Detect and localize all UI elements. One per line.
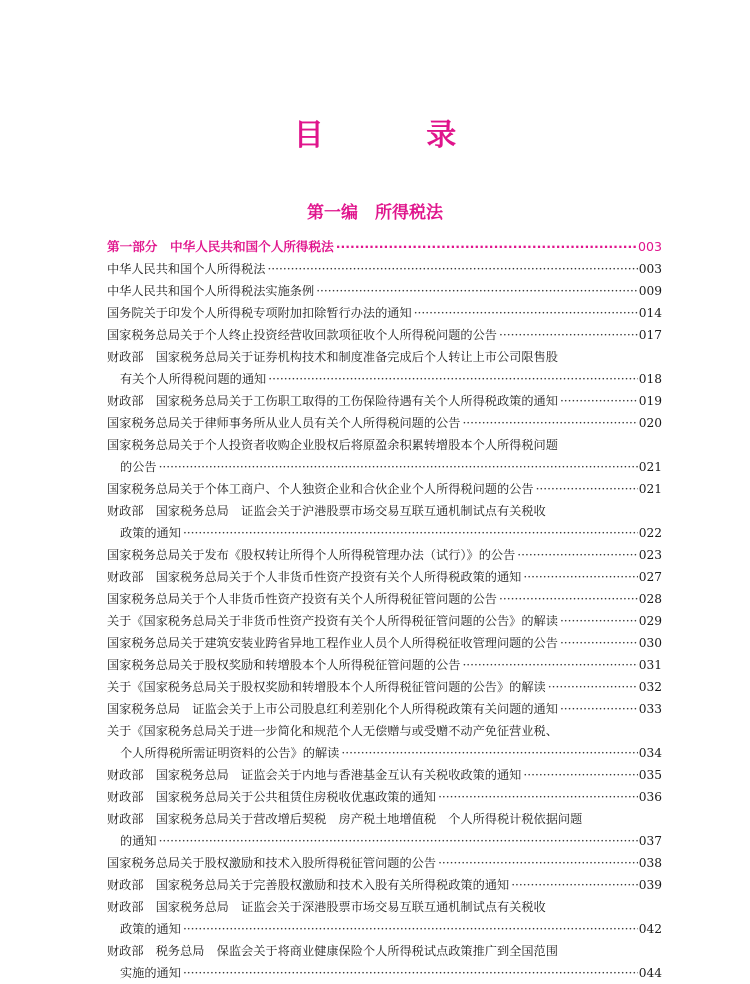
toc-entry[interactable]: [107, 610, 662, 632]
toc-section-heading[interactable]: [107, 236, 662, 258]
toc-page-number: 044: [638, 966, 662, 980]
dot-leader: [181, 962, 638, 984]
dot-leader: [521, 764, 638, 786]
toc-entry-title: 财政部 国家税务总局 证监会关于内地与香港基金互认有关税收政策的通知: [107, 768, 522, 782]
dot-leader: [515, 544, 638, 566]
dot-leader: [265, 258, 638, 280]
toc-entry-title: 国家税务总局关于股权激励和技术入股所得税征管问题的公告: [107, 856, 437, 870]
toc-page-number: 027: [638, 570, 662, 584]
dot-leader: [181, 522, 638, 544]
toc-entry-title: 关于《国家税务总局关于股权奖励和转增股本个人所得税征管问题的公告》的解读: [107, 680, 546, 694]
toc-entry-title: 关于《国家税务总局关于进一步简化和规范个人无偿赠与或受赠不动产免征营业税、: [107, 724, 558, 738]
toc-entry[interactable]: [107, 588, 662, 610]
toc-entry-title: 个人所得税所需证明资料的公告》的解读: [120, 746, 340, 760]
toc-page-number: 035: [638, 768, 662, 782]
toc-entry-line: [107, 896, 662, 918]
toc-page-number: 038: [638, 856, 662, 870]
toc-entry-line: [107, 522, 662, 544]
toc-entry[interactable]: [107, 500, 662, 544]
toc-entry[interactable]: [107, 698, 662, 720]
toc-entry-line: [107, 368, 662, 390]
toc-entry-title: 财政部 国家税务总局 证监会关于沪港股票市场交易互联互通机制试点有关税收: [107, 504, 546, 518]
toc-entry-line: [107, 236, 662, 258]
toc-page-number: 022: [638, 526, 662, 540]
toc-entry-line: [107, 742, 662, 764]
toc-page-number: 032: [638, 680, 662, 694]
toc-entry-line: [107, 830, 662, 852]
toc-entry[interactable]: [107, 324, 662, 346]
dot-leader: [546, 676, 638, 698]
dot-leader: [460, 654, 638, 676]
toc-entry-line: [107, 940, 662, 962]
toc-entry[interactable]: [107, 544, 662, 566]
toc-page-number: 021: [638, 460, 662, 474]
toc-page-number: 017: [638, 328, 662, 342]
toc-entry[interactable]: [107, 720, 662, 764]
toc-entry[interactable]: [107, 302, 662, 324]
toc-entry[interactable]: [107, 632, 662, 654]
toc-entry[interactable]: [107, 390, 662, 412]
toc-page-number: 019: [638, 394, 662, 408]
toc-page-number: 003: [638, 239, 662, 254]
toc-page-number: 036: [638, 790, 662, 804]
toc-entry[interactable]: [107, 478, 662, 500]
toc-entry-title: 财政部 国家税务总局关于证券机构技术和制度准备完成后个人转让上市公司限售股: [107, 350, 558, 364]
toc-entry-line: [107, 280, 662, 302]
toc-entry-line: [107, 852, 662, 874]
toc-entry-title: 财政部 国家税务总局关于工伤职工取得的工伤保险待遇有关个人所得税政策的通知: [107, 394, 558, 408]
toc-entry-title: 政策的通知: [120, 526, 181, 540]
toc-entry-title: 财政部 国家税务总局关于公共租赁住房税收优惠政策的通知: [107, 790, 437, 804]
toc-page-number: 037: [638, 834, 662, 848]
toc-entry-title: 关于《国家税务总局关于非货币性资产投资有关个人所得税征管问题的公告》的解读: [107, 614, 558, 628]
dot-leader: [497, 324, 638, 346]
toc-entry-title: 财政部 国家税务总局关于营改增后契税 房产税土地增值税 个人所得税计税依据问题: [107, 812, 583, 826]
toc-entry[interactable]: [107, 412, 662, 434]
dot-leader: [436, 852, 638, 874]
toc-entry[interactable]: [107, 654, 662, 676]
toc-entry-line: [107, 720, 662, 742]
toc-entry-line: [107, 874, 662, 896]
dot-leader: [558, 698, 638, 720]
dot-leader: [436, 786, 638, 808]
dot-leader: [314, 280, 638, 302]
toc-page-number: 021: [638, 482, 662, 496]
toc-entry-title: 财政部 国家税务总局关于个人非货币性资产投资有关个人所得税政策的通知: [107, 570, 522, 584]
dot-leader: [497, 588, 638, 610]
toc-entry-line: [107, 566, 662, 588]
toc-entry-title: 的公告: [120, 460, 157, 474]
toc-entry-line: [107, 588, 662, 610]
toc-entry-line: [107, 544, 662, 566]
dot-leader: [157, 830, 638, 852]
toc-page-number: 033: [638, 702, 662, 716]
toc-entry-line: [107, 698, 662, 720]
toc-entry-title: 国务院关于印发个人所得税专项附加扣除暂行办法的通知: [107, 306, 412, 320]
toc-entry-line: [107, 918, 662, 940]
toc-entry-line: [107, 962, 662, 984]
toc-entry-title: 国家税务总局关于个人终止投资经营收回款项征收个人所得税问题的公告: [107, 328, 497, 342]
toc-entry[interactable]: [107, 280, 662, 302]
toc-entry[interactable]: [107, 764, 662, 786]
toc-entry-line: [107, 654, 662, 676]
toc-page-number: 018: [638, 372, 662, 386]
toc-entry[interactable]: [107, 676, 662, 698]
dot-leader: [558, 390, 638, 412]
toc-entry-line: [107, 632, 662, 654]
toc-entry[interactable]: [107, 566, 662, 588]
toc-page-number: 034: [638, 746, 662, 760]
toc-entry-line: [107, 412, 662, 434]
toc-entry-line: [107, 676, 662, 698]
toc-entry-line: [107, 302, 662, 324]
toc-entry[interactable]: [107, 346, 662, 390]
toc-entry[interactable]: [107, 808, 662, 852]
toc-page-number: 023: [638, 548, 662, 562]
toc-entry[interactable]: [107, 786, 662, 808]
toc-entry-line: [107, 808, 662, 830]
dot-leader: [339, 742, 638, 764]
dot-leader: [521, 566, 638, 588]
toc-entry-title: 国家税务总局关于股权奖励和转增股本个人所得税征管问题的公告: [107, 658, 461, 672]
dot-leader: [509, 874, 638, 896]
toc-entry[interactable]: [107, 874, 662, 896]
table-of-contents: [107, 236, 662, 984]
toc-entry-title: 政策的通知: [120, 922, 181, 936]
toc-page-number: 029: [638, 614, 662, 628]
toc-entry-title: 国家税务总局关于发布《股权转让所得个人所得税管理办法（试行）》的公告: [107, 548, 516, 562]
toc-page-number: 020: [638, 416, 662, 430]
toc-entry-line: [107, 324, 662, 346]
toc-entry-title: 财政部 国家税务总局关于完善股权激励和技术入股有关所得税政策的通知: [107, 878, 510, 892]
dot-leader: [157, 456, 638, 478]
toc-page-number: 031: [638, 658, 662, 672]
toc-entry-title: 国家税务总局关于律师事务所从业人员有关个人所得税问题的公告: [107, 416, 461, 430]
toc-entry-title: 中华人民共和国个人所得税法: [107, 262, 266, 276]
dot-leader: [558, 632, 638, 654]
toc-entry-title: 国家税务总局关于个体工商户、个人独资企业和合伙企业个人所得税问题的公告: [107, 482, 534, 496]
dot-leader: [534, 478, 638, 500]
dot-leader: [266, 368, 638, 390]
toc-entry-line: [107, 764, 662, 786]
toc-entry-line: [107, 478, 662, 500]
toc-entry-line: [107, 258, 662, 280]
toc-entry-line: [107, 500, 662, 522]
part-title: 第一编 所得税法: [307, 203, 443, 223]
toc-entry-title: 国家税务总局 证监会关于上市公司股息红利差别化个人所得税政策有关问题的通知: [107, 702, 558, 716]
dot-leader: [460, 412, 638, 434]
dot-leader: [334, 236, 638, 258]
toc-page-number: 042: [638, 922, 662, 936]
dot-leader: [181, 918, 638, 940]
toc-entry-title: 有关个人所得税问题的通知: [120, 372, 267, 386]
toc-entry[interactable]: [107, 940, 662, 984]
toc-entry-line: [107, 456, 662, 478]
toc-entry-title: 国家税务总局关于个人投资者收购企业股权后将原盈余积累转增股本个人所得税问题: [107, 438, 558, 452]
toc-entry-line: [107, 346, 662, 368]
dot-leader: [558, 610, 638, 632]
toc-entry-title: 第一部分 中华人民共和国个人所得税法: [107, 239, 334, 254]
toc-entry-title: 财政部 国家税务总局 证监会关于深港股票市场交易互联互通机制试点有关税收: [107, 900, 546, 914]
toc-entry-title: 国家税务总局关于个人非货币性资产投资有关个人所得税征管问题的公告: [107, 592, 497, 606]
toc-entry-title: 财政部 税务总局 保监会关于将商业健康保险个人所得税试点政策推广到全国范围: [107, 944, 558, 958]
toc-page-number: 030: [638, 636, 662, 650]
dot-leader: [412, 302, 638, 324]
toc-page-number: 009: [638, 284, 662, 298]
page-title: 目 录: [293, 118, 503, 153]
toc-entry-line: [107, 610, 662, 632]
toc-entry[interactable]: [107, 896, 662, 940]
toc-entry[interactable]: [107, 852, 662, 874]
toc-entry-title: 的通知: [120, 834, 157, 848]
toc-entry-title: 国家税务总局关于建筑安装业跨省异地工程作业人员个人所得税征收管理问题的公告: [107, 636, 558, 650]
toc-entry-line: [107, 434, 662, 456]
toc-page-number: 014: [638, 306, 662, 320]
toc-entry-line: [107, 786, 662, 808]
toc-entry-title: 中华人民共和国个人所得税法实施条例: [107, 284, 315, 298]
toc-page-number: 039: [638, 878, 662, 892]
toc-entry[interactable]: [107, 434, 662, 478]
toc-entry-title: 实施的通知: [120, 966, 181, 980]
toc-page-number: 003: [638, 262, 662, 276]
toc-entry-line: [107, 390, 662, 412]
toc-entry[interactable]: [107, 258, 662, 280]
toc-page-number: 028: [638, 592, 662, 606]
